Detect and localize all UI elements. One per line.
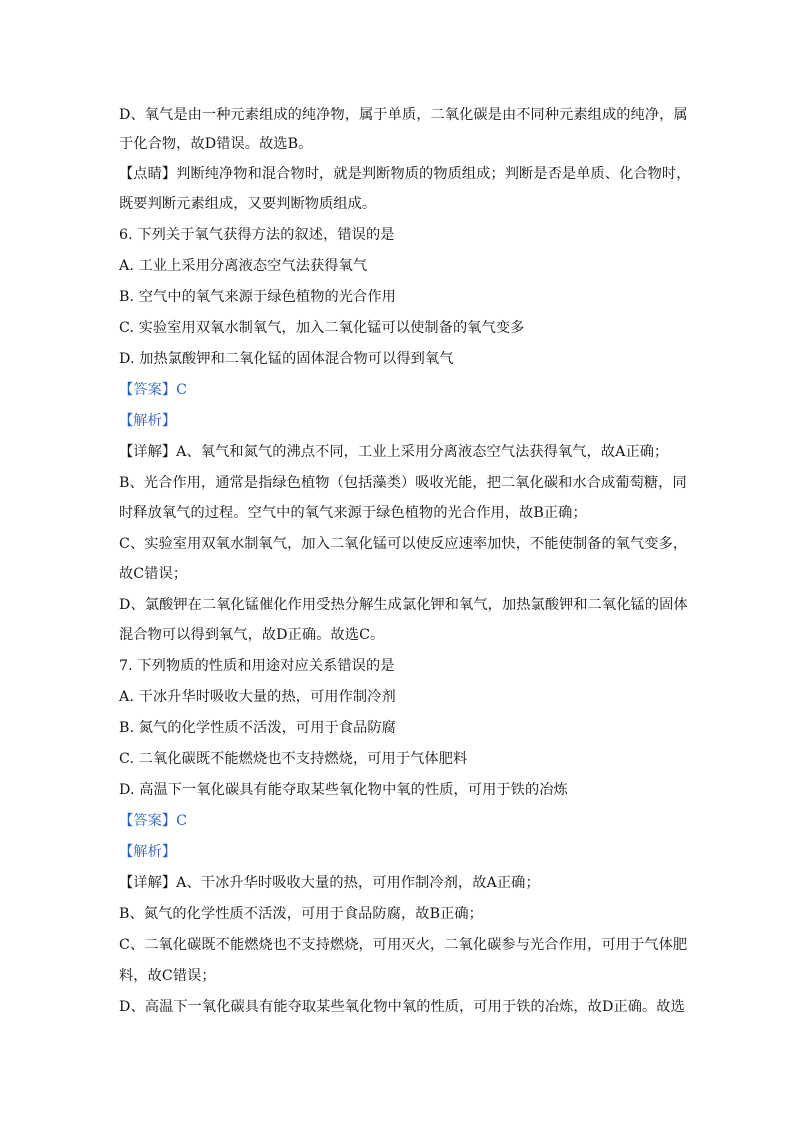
question-6-analysis-heading: 【解析】 <box>119 413 177 429</box>
question-7-detail-c-2: 料，故C错误； <box>119 968 216 984</box>
question-7-answer: 【答案】C <box>119 813 188 829</box>
question-7-detail-b: B、氮气的化学性质不活泼，可用于食品防腐，故B正确； <box>119 906 483 922</box>
question-7-detail-c-1: C、二氧化碳既不能燃烧也不支持燃烧，可用灭火，二氧化碳参与光合作用，可用于气体肥 <box>119 937 688 953</box>
question-7-option-a: A. 干冰升华时吸收大量的热，可用作制冷剂 <box>119 689 396 705</box>
question-7-option-b: B. 氮气的化学性质不活泼，可用于食品防腐 <box>119 720 396 736</box>
line-dianjing-2: 既要判断元素组成，又要判断物质组成。 <box>119 196 377 212</box>
question-6-detail-c-1: C、实验室用双氧水制氧气，加入二氧化锰可以使反应速率加快，不能使制备的氧气变多， <box>119 536 688 552</box>
question-6-option-a: A. 工业上采用分离液态空气法获得氧气 <box>119 258 368 274</box>
question-6-option-d: D. 加热氯酸钾和二氧化锰的固体混合物可以得到氧气 <box>119 351 454 367</box>
question-6-detail-c-2: 故C错误； <box>119 566 188 582</box>
question-6-detail-b-1: B、光合作用，通常是指绿色植物（包括藻类）吸收光能，把二氧化碳和水合成葡萄糖，同 <box>119 475 687 491</box>
question-7-option-c: C. 二氧化碳既不能燃烧也不支持燃烧，可用于气体肥料 <box>119 751 468 767</box>
line-prev-d-explanation-1: D、氧气是由一种元素组成的纯净物，属于单质，二氧化碳是由不同种元素组成的纯净，属 <box>119 107 688 123</box>
question-7-analysis-heading: 【解析】 <box>119 844 177 860</box>
question-6-detail-a: 【详解】A、氧气和氮气的沸点不同，工业上采用分离液态空气法获得氧气，故A正确； <box>119 444 669 460</box>
question-6-detail-b-2: 时释放氧气的过程。空气中的氧气来源于绿色植物的光合作用，故B正确； <box>119 505 587 521</box>
question-6-detail-d-1: D、氯酸钾在二氧化锰催化作用受热分解生成氯化钾和氧气，加热氯酸钾和二氧化锰的固体 <box>119 597 688 613</box>
question-6-answer: 【答案】C <box>119 382 188 398</box>
question-6-option-c: C. 实验室用双氧水制氧气，加入二氧化锰可以使制备的氧气变多 <box>119 320 525 336</box>
line-dianjing-1: 【点睛】判断纯净物和混合物时，就是判断物质的物质组成；判断是否是单质、化合物时， <box>119 166 691 182</box>
question-6-stem: 6. 下列关于氧气获得方法的叙述，错误的是 <box>119 227 395 243</box>
question-6-option-b: B. 空气中的氧气来源于绿色植物的光合作用 <box>119 289 396 305</box>
question-7-detail-a: 【详解】A、干冰升华时吸收大量的热，可用作制冷剂，故A正确； <box>119 875 540 891</box>
question-6-detail-d-2: 混合物可以得到氧气，故D正确。故选C。 <box>119 627 385 643</box>
question-7-option-d: D. 高温下一氧化碳具有能夺取某些氧化物中氧的性质，可用于铁的冶炼 <box>119 782 568 798</box>
question-7-detail-d-1: D、高温下一氧化碳具有能夺取某些氧化物中氧的性质，可用于铁的冶炼，故D正确。故选 <box>119 999 685 1015</box>
line-prev-d-explanation-2: 于化合物，故D错误。故选B。 <box>119 136 313 152</box>
question-7-stem: 7. 下列物质的性质和用途对应关系错误的是 <box>119 658 395 674</box>
